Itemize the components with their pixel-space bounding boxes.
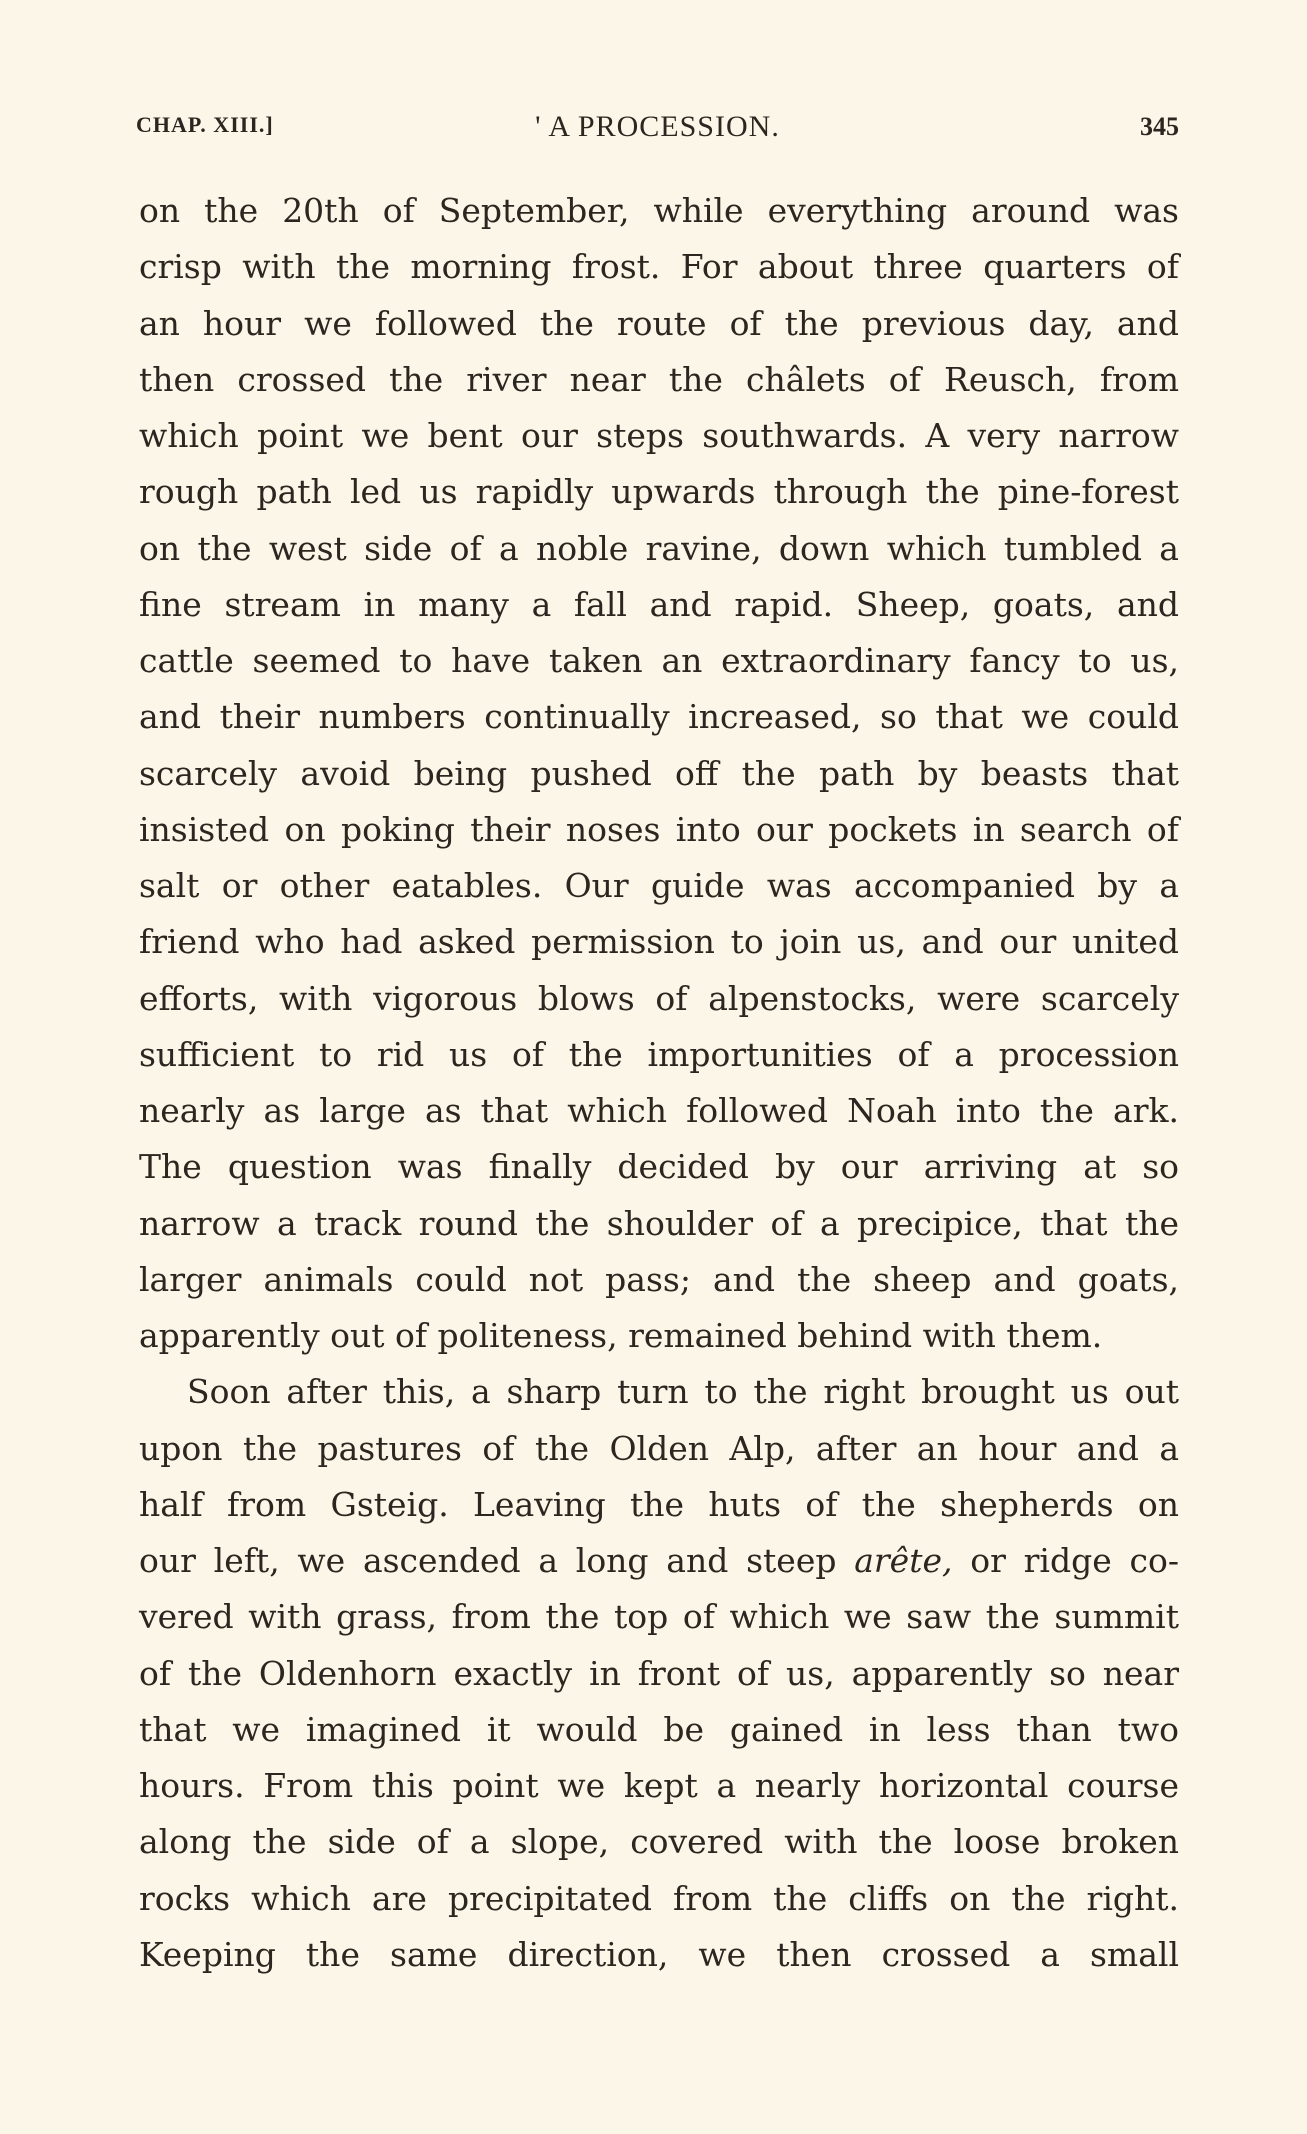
text-line: fine stream in many a fall and rapid. Sheep, goats, and bbox=[139, 584, 1179, 624]
text-line: upon the pastures of the Olden Alp, after an hour and a bbox=[139, 1428, 1179, 1468]
text-segment: or ridge co- bbox=[970, 1541, 1179, 1580]
running-header bbox=[136, 110, 1179, 150]
text-line: Keeping the same direction, we then crossed a small bbox=[139, 1934, 1179, 1974]
text-line: which point we bent our steps southwards. A very narrow bbox=[139, 416, 1179, 455]
text-line: hours. From this point we kept a nearly horizontal course bbox=[139, 1766, 1179, 1805]
text-line: nearly as large as that which followed Noah into the ark. bbox=[139, 1091, 1179, 1130]
text-line: on the 20th of September, while everything around was bbox=[139, 191, 1179, 230]
text-line: insisted on poking their noses into our pockets in search of bbox=[139, 809, 1179, 849]
text-line: cattle seemed to have taken an extraordinary fancy to us, bbox=[139, 641, 1179, 680]
text-line: then crossed the river near the châlets of Reusch, from bbox=[139, 359, 1179, 399]
page-number: 345 bbox=[1140, 112, 1179, 141]
text-line: half from Gsteig. Leaving the huts of the shepherds on bbox=[139, 1484, 1179, 1524]
text-line: larger animals could not pass; and the sheep and goats, bbox=[139, 1259, 1179, 1299]
text-line: rocks which are precipitated from the cliffs on the right. bbox=[139, 1878, 1179, 1918]
chapter-label: CHAP. XIII.] bbox=[136, 112, 274, 137]
body-text bbox=[139, 183, 1179, 1983]
text-segment: our left, we ascended a long and steep bbox=[139, 1541, 837, 1580]
text-line: Soon after this, a sharp turn to the right brought us out bbox=[187, 1372, 1179, 1412]
text-line: crisp with the morning frost. For about three quarters of bbox=[139, 247, 1179, 287]
text-line: of the Oldenhorn exactly in front of us, apparently so near bbox=[139, 1653, 1179, 1693]
text-line: salt or other eatables. Our guide was accompanied by a bbox=[139, 866, 1179, 905]
text-line: friend who had asked permission to join us, and our united bbox=[139, 922, 1179, 962]
italic-term: arête, bbox=[854, 1541, 953, 1580]
page-title: ' A PROCESSION. bbox=[535, 110, 780, 143]
text-line: vered with grass, from the top of which we saw the summit bbox=[139, 1597, 1179, 1637]
text-line: The question was finally decided by our arriving at so bbox=[139, 1147, 1179, 1187]
text-line: on the west side of a noble ravine, down which tumbled a bbox=[139, 528, 1179, 568]
text-line: an hour we followed the route of the previous day, and bbox=[139, 303, 1179, 343]
text-line: apparently out of politeness, remained behind with them. bbox=[139, 1316, 1103, 1355]
text-line: scarcely avoid being pushed off the path by beasts that bbox=[139, 753, 1179, 793]
text-line-with-italic bbox=[139, 1533, 1179, 1589]
text-line: efforts, with vigorous blows of alpenstocks, were scarcely bbox=[139, 978, 1179, 1018]
text-line: narrow a track round the shoulder of a precipice, that the bbox=[139, 1203, 1179, 1243]
text-line: that we imagined it would be gained in less than two bbox=[139, 1709, 1179, 1749]
text-line: and their numbers continually increased, so that we could bbox=[139, 697, 1179, 737]
text-line: sufficient to rid us of the importunities of a procession bbox=[139, 1034, 1179, 1074]
text-line: along the side of a slope, covered with the loose broken bbox=[139, 1822, 1179, 1862]
text-line: rough path led us rapidly upwards through the pine-forest bbox=[139, 472, 1179, 512]
